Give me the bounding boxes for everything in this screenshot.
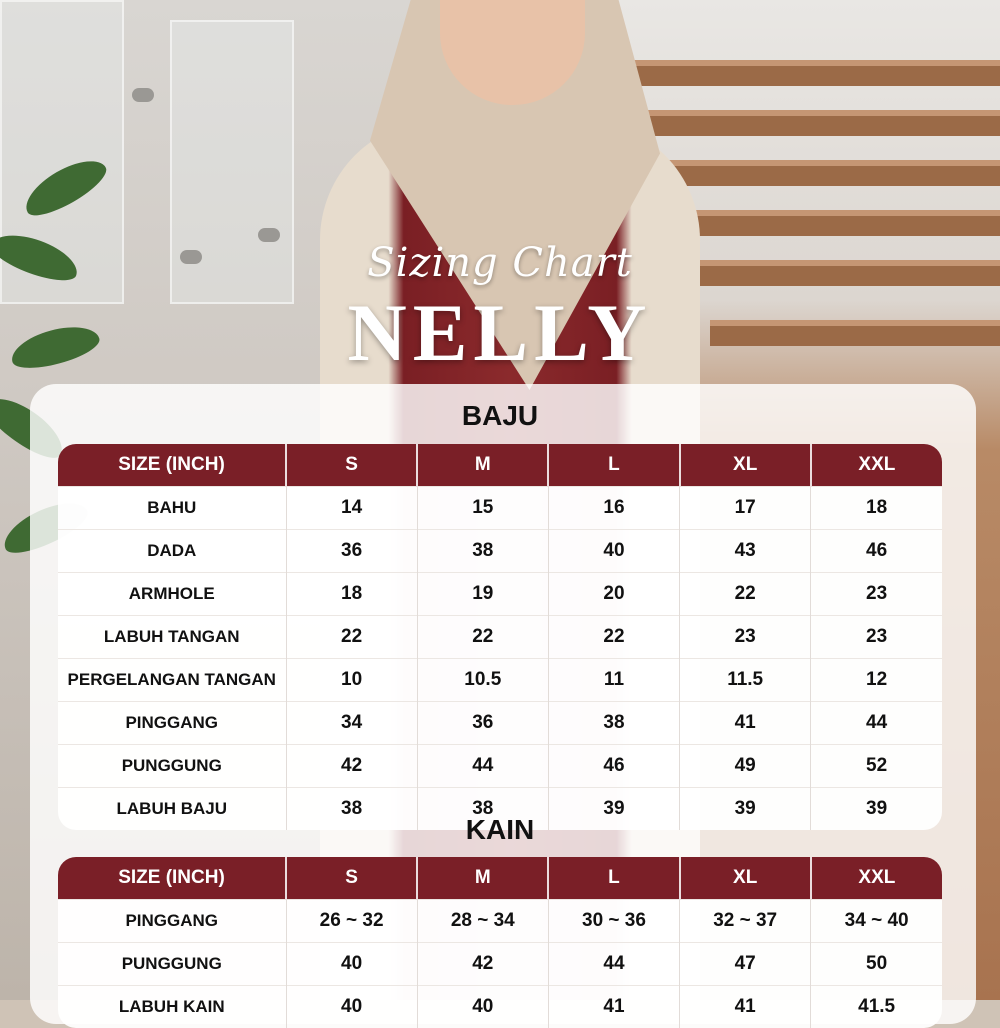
measurement-value: 26 ~ 32 xyxy=(286,900,417,943)
measurement-value: 30 ~ 36 xyxy=(548,900,679,943)
measurement-value: 14 xyxy=(286,487,417,530)
measurement-value: 44 xyxy=(811,702,942,745)
measurement-value: 41 xyxy=(548,986,679,1028)
measurement-value: 19 xyxy=(417,573,548,616)
table-row xyxy=(58,702,942,745)
measurement-value: 41 xyxy=(680,986,811,1028)
measurement-value: 28 ~ 34 xyxy=(417,900,548,943)
measurement-value: 38 xyxy=(417,788,548,831)
size-column-s: S xyxy=(286,857,417,900)
measurement-label: PINGGANG xyxy=(58,900,286,943)
measurement-value: 43 xyxy=(680,530,811,573)
measurement-value: 22 xyxy=(548,616,679,659)
measurement-value: 49 xyxy=(680,745,811,788)
measurement-value: 10.5 xyxy=(417,659,548,702)
measurement-value: 22 xyxy=(680,573,811,616)
measurement-value: 18 xyxy=(286,573,417,616)
size-column-l: L xyxy=(548,444,679,487)
measurement-label: PINGGANG xyxy=(58,702,286,745)
baju-header-row xyxy=(58,444,942,487)
size-column-xxl: XXL xyxy=(811,444,942,487)
size-header-cell: SIZE (INCH) xyxy=(58,857,286,900)
measurement-value: 23 xyxy=(811,616,942,659)
measurement-value: 34 ~ 40 xyxy=(811,900,942,943)
baju-size-table xyxy=(58,444,942,830)
measurement-value: 38 xyxy=(548,702,679,745)
measurement-value: 36 xyxy=(417,702,548,745)
measurement-value: 18 xyxy=(811,487,942,530)
measurement-value: 44 xyxy=(548,943,679,986)
measurement-value: 22 xyxy=(286,616,417,659)
size-column-m: M xyxy=(417,857,548,900)
measurement-label: PUNGGUNG xyxy=(58,745,286,788)
measurement-value: 20 xyxy=(548,573,679,616)
measurement-value: 22 xyxy=(417,616,548,659)
leaf xyxy=(18,150,113,224)
measurement-value: 46 xyxy=(811,530,942,573)
measurement-value: 42 xyxy=(417,943,548,986)
size-column-m: M xyxy=(417,444,548,487)
measurement-label: LABUH KAIN xyxy=(58,986,286,1028)
measurement-value: 52 xyxy=(811,745,942,788)
table-row xyxy=(58,573,942,616)
measurement-value: 39 xyxy=(811,788,942,831)
measurement-value: 38 xyxy=(417,530,548,573)
size-column-l: L xyxy=(548,857,679,900)
table-row xyxy=(58,530,942,573)
measurement-value: 11 xyxy=(548,659,679,702)
measurement-label: DADA xyxy=(58,530,286,573)
size-header-cell: SIZE (INCH) xyxy=(58,444,286,487)
kain-size-table xyxy=(58,857,942,1028)
measurement-label: PUNGGUNG xyxy=(58,943,286,986)
measurement-label: PERGELANGAN TANGAN xyxy=(58,659,286,702)
measurement-value: 36 xyxy=(286,530,417,573)
title-product-name: NELLY xyxy=(0,286,1000,380)
baju-heading: BAJU xyxy=(0,400,1000,432)
table-row xyxy=(58,900,942,943)
size-column-xxl: XXL xyxy=(811,857,942,900)
table-row xyxy=(58,745,942,788)
measurement-label: BAHU xyxy=(58,487,286,530)
size-column-s: S xyxy=(286,444,417,487)
railing-bolt xyxy=(132,88,154,102)
size-column-xl: XL xyxy=(680,857,811,900)
title-script: Sizing Chart xyxy=(0,240,1000,286)
measurement-value: 46 xyxy=(548,745,679,788)
measurement-value: 40 xyxy=(286,986,417,1028)
size-column-xl: XL xyxy=(680,444,811,487)
kain-header-row xyxy=(58,857,942,900)
measurement-label: LABUH BAJU xyxy=(58,788,286,831)
measurement-value: 40 xyxy=(286,943,417,986)
measurement-value: 41.5 xyxy=(811,986,942,1028)
measurement-value: 39 xyxy=(680,788,811,831)
measurement-value: 23 xyxy=(811,573,942,616)
measurement-value: 11.5 xyxy=(680,659,811,702)
measurement-value: 41 xyxy=(680,702,811,745)
measurement-value: 42 xyxy=(286,745,417,788)
measurement-value: 40 xyxy=(417,986,548,1028)
table-row xyxy=(58,943,942,986)
table-row xyxy=(58,616,942,659)
measurement-value: 38 xyxy=(286,788,417,831)
measurement-value: 44 xyxy=(417,745,548,788)
measurement-label: ARMHOLE xyxy=(58,573,286,616)
measurement-label: LABUH TANGAN xyxy=(58,616,286,659)
table-row xyxy=(58,659,942,702)
measurement-value: 47 xyxy=(680,943,811,986)
measurement-value: 34 xyxy=(286,702,417,745)
measurement-value: 17 xyxy=(680,487,811,530)
measurement-value: 15 xyxy=(417,487,548,530)
table-row xyxy=(58,487,942,530)
measurement-value: 50 xyxy=(811,943,942,986)
table-row xyxy=(58,986,942,1028)
measurement-value: 39 xyxy=(548,788,679,831)
measurement-value: 23 xyxy=(680,616,811,659)
measurement-value: 16 xyxy=(548,487,679,530)
measurement-value: 12 xyxy=(811,659,942,702)
measurement-value: 10 xyxy=(286,659,417,702)
kain-heading: KAIN xyxy=(0,814,1000,846)
measurement-value: 32 ~ 37 xyxy=(680,900,811,943)
measurement-value: 40 xyxy=(548,530,679,573)
